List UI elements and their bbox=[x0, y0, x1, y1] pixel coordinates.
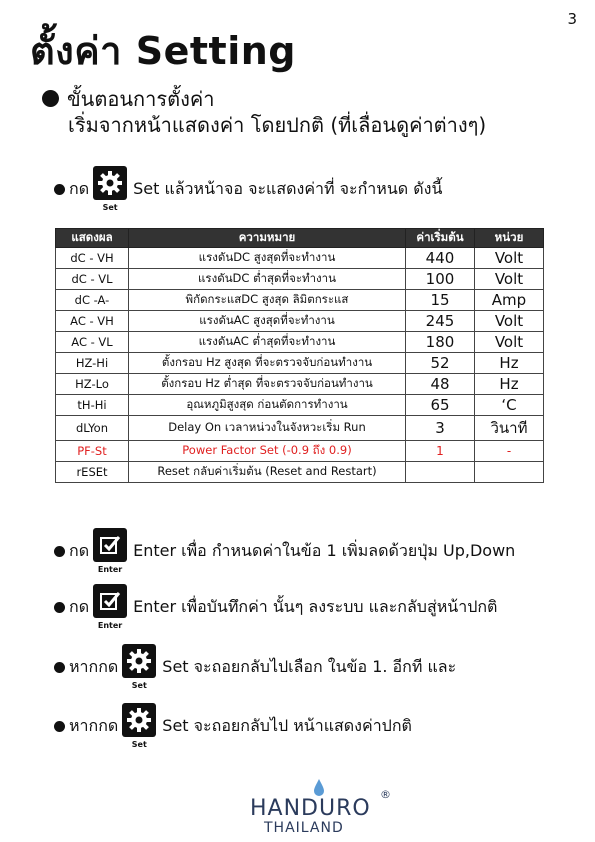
step-prefix: กด bbox=[69, 596, 90, 616]
cell-meaning: Delay On เวลาหน่วงในจังหวะเริ่ม Run bbox=[129, 416, 406, 441]
cell-meaning: แรงดันDC สูงสุดที่จะทำงาน bbox=[129, 248, 406, 269]
table-row-highlight bbox=[56, 441, 544, 462]
cell-code: dC - VH bbox=[56, 248, 129, 269]
step-text: Enter เพื่อ กำหนดค่าในข้อ 1 เพิ่มลดด้วยปุ่ม Up,Down bbox=[133, 540, 516, 560]
table-row bbox=[56, 248, 544, 269]
cell-default: 245 bbox=[406, 311, 475, 332]
header-meaning: ความหมาย bbox=[129, 229, 406, 248]
logo-brand: HANDURO bbox=[250, 796, 371, 821]
cell-meaning: ตั้งกรอบ Hz สูงสุด ที่จะตรวจจับก่อนทำงาน bbox=[129, 353, 406, 374]
bullet-dot bbox=[54, 602, 65, 613]
cell-unit: วินาที bbox=[475, 416, 544, 441]
cell-meaning: แรงดันAC ต่ำสุดที่จะทำงาน bbox=[129, 332, 406, 353]
table-row bbox=[56, 269, 544, 290]
bullet-prefix: กด bbox=[69, 178, 90, 198]
set-button-caption: Set bbox=[131, 740, 147, 749]
table-row bbox=[56, 290, 544, 311]
bullet-dot bbox=[54, 721, 65, 732]
cell-unit: Volt bbox=[475, 269, 544, 290]
cell-default: 3 bbox=[406, 416, 475, 441]
cell-meaning: แรงดันDC ต่ำสุดที่จะทำงาน bbox=[129, 269, 406, 290]
cell-meaning: ตั้งกรอบ Hz ต่ำสุด ที่จะตรวจจับก่อนทำงาน bbox=[129, 374, 406, 395]
brand-logo bbox=[250, 776, 392, 836]
intro-line-2: เริ่มจากหน้าแสดงค่า โดยปกติ (ที่เลื่อนดูค่าต่างๆ) bbox=[68, 113, 487, 137]
cell-default: 65 bbox=[406, 395, 475, 416]
gear-icon bbox=[93, 166, 127, 200]
set-button[interactable] bbox=[122, 644, 156, 690]
cell-code: dC - VL bbox=[56, 269, 129, 290]
cell-unit: Hz bbox=[475, 353, 544, 374]
step-prefix: กด bbox=[69, 540, 90, 560]
cell-unit: Volt bbox=[475, 248, 544, 269]
bullet-text: Set แล้วหน้าจอ จะแสดงค่าที่ จะกำหนด ดังนี้ bbox=[133, 178, 443, 198]
table-row bbox=[56, 462, 544, 483]
cell-code: AC - VL bbox=[56, 332, 129, 353]
cell-default: 180 bbox=[406, 332, 475, 353]
enter-button[interactable] bbox=[93, 584, 127, 630]
cell-code: dLYon bbox=[56, 416, 129, 441]
bullet-dot bbox=[54, 184, 65, 195]
cell-code: tH-Hi bbox=[56, 395, 129, 416]
check-icon bbox=[93, 584, 127, 618]
cell-code: AC - VH bbox=[56, 311, 129, 332]
enter-button-caption: Enter bbox=[97, 621, 123, 630]
intro-line-1 bbox=[42, 86, 486, 112]
intro-line-1-text: ขั้นตอนการตั้งค่า bbox=[67, 87, 215, 111]
set-button[interactable] bbox=[122, 703, 156, 749]
step-text: Set จะถอยกลับไป หน้าแสดงค่าปกติ bbox=[162, 715, 412, 735]
set-button-caption: Set bbox=[131, 681, 147, 690]
step-text: Set จะถอยกลับไปเลือก ในข้อ 1. อีกที และ bbox=[162, 656, 457, 676]
cell-meaning: อุณหภูมิสูงสุด ก่อนตัดการทำงาน bbox=[129, 395, 406, 416]
table-row bbox=[56, 332, 544, 353]
cell-default: 440 bbox=[406, 248, 475, 269]
step-set-2 bbox=[54, 703, 412, 749]
cell-unit: Volt bbox=[475, 311, 544, 332]
cell-default: 15 bbox=[406, 290, 475, 311]
logo-sub: THAILAND bbox=[264, 820, 344, 836]
step-prefix: หากกด bbox=[69, 715, 119, 735]
bullet-dot bbox=[42, 90, 59, 107]
step-text: Enter เพื่อบันทึกค่า นั้นๆ ลงระบบ และกลับสู่หน้าปกติ bbox=[133, 596, 498, 616]
cell-code: rESEt bbox=[56, 462, 129, 483]
cell-code: HZ-Lo bbox=[56, 374, 129, 395]
check-icon bbox=[93, 528, 127, 562]
bullet-dot bbox=[54, 546, 65, 557]
cell-unit: Amp bbox=[475, 290, 544, 311]
gear-icon bbox=[122, 703, 156, 737]
header-display: แสดงผล bbox=[56, 229, 129, 248]
table-row bbox=[56, 311, 544, 332]
step-set-1 bbox=[54, 644, 456, 690]
intro bbox=[42, 86, 486, 138]
header-unit: หน่วย bbox=[475, 229, 544, 248]
table-row bbox=[56, 395, 544, 416]
cell-meaning: แรงดันAC สูงสุดที่จะทำงาน bbox=[129, 311, 406, 332]
cell-unit: - bbox=[475, 441, 544, 462]
cell-default: 100 bbox=[406, 269, 475, 290]
page-number: 3 bbox=[567, 10, 577, 28]
logo-registered: ® bbox=[380, 788, 391, 801]
cell-code: PF-St bbox=[56, 441, 129, 462]
cell-unit bbox=[475, 462, 544, 483]
cell-unit: Hz bbox=[475, 374, 544, 395]
cell-default: 52 bbox=[406, 353, 475, 374]
cell-code: dC -A- bbox=[56, 290, 129, 311]
step-enter-2 bbox=[54, 584, 497, 630]
enter-button-caption: Enter bbox=[97, 565, 123, 574]
header-default: ค่าเริ่มต้น bbox=[406, 229, 475, 248]
set-button-caption: Set bbox=[102, 203, 118, 212]
cell-unit: ‘C bbox=[475, 395, 544, 416]
gear-icon bbox=[122, 644, 156, 678]
cell-default bbox=[406, 462, 475, 483]
cell-default: 48 bbox=[406, 374, 475, 395]
bullet-dot bbox=[54, 662, 65, 673]
table-header-row bbox=[56, 229, 544, 248]
page-title: ตั้งค่า Setting bbox=[30, 29, 296, 73]
cell-unit: Volt bbox=[475, 332, 544, 353]
cell-meaning: พิกัดกระแสDC สูงสุด ลิมิตกระแส bbox=[129, 290, 406, 311]
cell-meaning: Reset กลับค่าเริ่มต้น (Reset and Restart) bbox=[129, 462, 406, 483]
step-enter-1 bbox=[54, 528, 515, 574]
cell-default: 1 bbox=[406, 441, 475, 462]
settings-table bbox=[55, 228, 544, 483]
set-button[interactable] bbox=[93, 166, 127, 212]
step-prefix: หากกด bbox=[69, 656, 119, 676]
cell-code: HZ-Hi bbox=[56, 353, 129, 374]
flame-drop-icon bbox=[312, 778, 326, 798]
table-row bbox=[56, 374, 544, 395]
table-row bbox=[56, 353, 544, 374]
cell-meaning: Power Factor Set (-0.9 ถึง 0.9) bbox=[129, 441, 406, 462]
bullet-press-set bbox=[54, 166, 442, 212]
table-row bbox=[56, 416, 544, 441]
enter-button[interactable] bbox=[93, 528, 127, 574]
